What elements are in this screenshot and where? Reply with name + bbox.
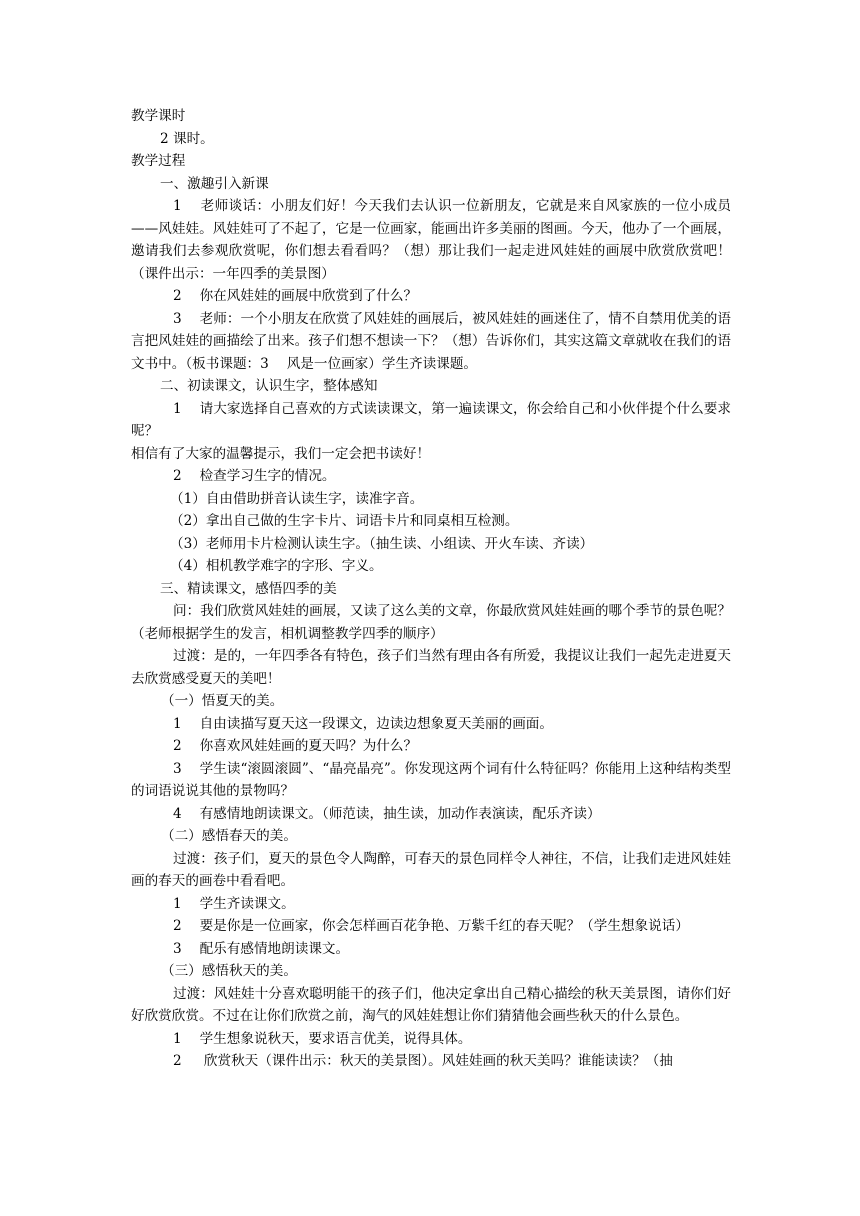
paragraph: 1 自由读描写夏天这一段课文，边读边想象夏天美丽的画面。 <box>173 715 553 732</box>
paragraph: 3 配乐有感情地朗读课文。 <box>173 940 350 957</box>
paragraph: 1 老师谈话：小朋友们好！今天我们去认识一位新朋友，它就是来自风家族的一位小成员——风娃娃。风娃娃可了不起了，它是一位画家，能画出许多美丽的图画。今天，他办了一个画展，邀请我们去参观欣赏呢，你们想去看看吗？（想）那让我们一起走进风娃娃的画展中欣赏欣赏吧！（课件出示：一年四季的美景图） <box>131 198 731 282</box>
paragraph: 2 课时。 <box>160 130 214 147</box>
paragraph: （4）相机教学难字的字形、字义。 <box>170 558 383 574</box>
paragraph: 一、激趣引入新课 <box>160 175 269 192</box>
paragraph: 2 要是你是一位画家，你会怎样画百花争艳、万紫千红的春天呢？（学生想象说话） <box>173 918 689 934</box>
paragraph: （三）感悟秋天的美。 <box>161 963 297 979</box>
paragraph: 相信有了大家的温馨提示，我们一定会把书读好！ <box>131 445 431 462</box>
paragraph: 2 你喜欢风娃娃画的夏天吗？为什么？ <box>173 738 418 754</box>
paragraph: 3 老师：一个小朋友在欣赏了风娃娃的画展后，被风娃娃的画迷住了，情不自禁用优美的语言把风娃娃的画描绘了出来。孩子们想不想读一下？（想）告诉你们，其实这篇文章就收在我们的语文书中。（板书课题：3 风是一位画家）学生齐读课题。 <box>131 310 731 372</box>
paragraph: 问：我们欣赏风娃娃的画展，又读了这么美的文章，你最欣赏风娃娃画的哪个季节的景色呢？（老师根据学生的发言，相机调整教学四季的顺序） <box>131 603 731 642</box>
paragraph: 2 检查学习生字的情况。 <box>173 468 336 484</box>
paragraph: 2 欣赏秋天（课件出示：秋天的美景图）。风娃娃画的秋天美吗？谁能读读？（抽 <box>173 1053 673 1069</box>
paragraph: （1）自由借助拼音认读生字，读准字音。 <box>170 490 424 507</box>
paragraph: 3 学生读“滚圆滚圆”、“晶亮晶亮”。你发现这两个词有什么特征吗？你能用上这种结构类型的词语说说其他的景物吗？ <box>131 760 731 799</box>
paragraph: 2 你在风娃娃的画展中欣赏到了什么？ <box>173 288 418 304</box>
paragraph: （二）感悟春天的美。 <box>161 828 297 844</box>
paragraph: 过渡：风娃娃十分喜欢聪明能干的孩子们，他决定拿出自己精心描绘的秋天美景图，请你们好好欣赏欣赏。不过在让你们欣赏之前，淘气的风娃娃想让你们猜猜他会画些秋天的什么景色。 <box>131 985 731 1024</box>
paragraph: 过渡：是的，一年四季各有特色，孩子们当然有理由各有所爱，我提议让我们一起先走进夏天去欣赏感受夏天的美吧！ <box>131 648 731 687</box>
paragraph: 1 学生想象说秋天，要求语言优美，说得具体。 <box>173 1030 472 1047</box>
paragraph: 三、精读课文，感悟四季的美 <box>160 580 337 597</box>
paragraph: 4 有感情地朗读课文。（师范读，抽生读，加动作表演读，配乐齐读） <box>173 805 601 822</box>
paragraph: （一）悟夏天的美。 <box>161 693 284 709</box>
paragraph: 二、初读课文，认识生字，整体感知 <box>160 378 378 394</box>
paragraph: 过渡：孩子们，夏天的景色令人陶醉，可春天的景色同样令人神往，不信，让我们走进风娃娃画的春天的画卷中看看吧。 <box>131 850 731 889</box>
paragraph: （2）拿出自己做的生字卡片、词语卡片和同桌相互检测。 <box>170 513 519 529</box>
document-body <box>131 105 731 1073</box>
paragraph: 教学课时 <box>131 108 186 124</box>
paragraph: （3）老师用卡片检测认读生字。（抽生读、小组读、开火车读、齐读） <box>170 535 594 552</box>
paragraph: 教学过程 <box>131 153 186 169</box>
paragraph: 1 请大家选择自己喜欢的方式读读课文，第一遍读课文，你会给自己和小伙伴提个什么要求呢？ <box>131 400 731 439</box>
paragraph: 1 学生齐读课文。 <box>173 895 295 912</box>
